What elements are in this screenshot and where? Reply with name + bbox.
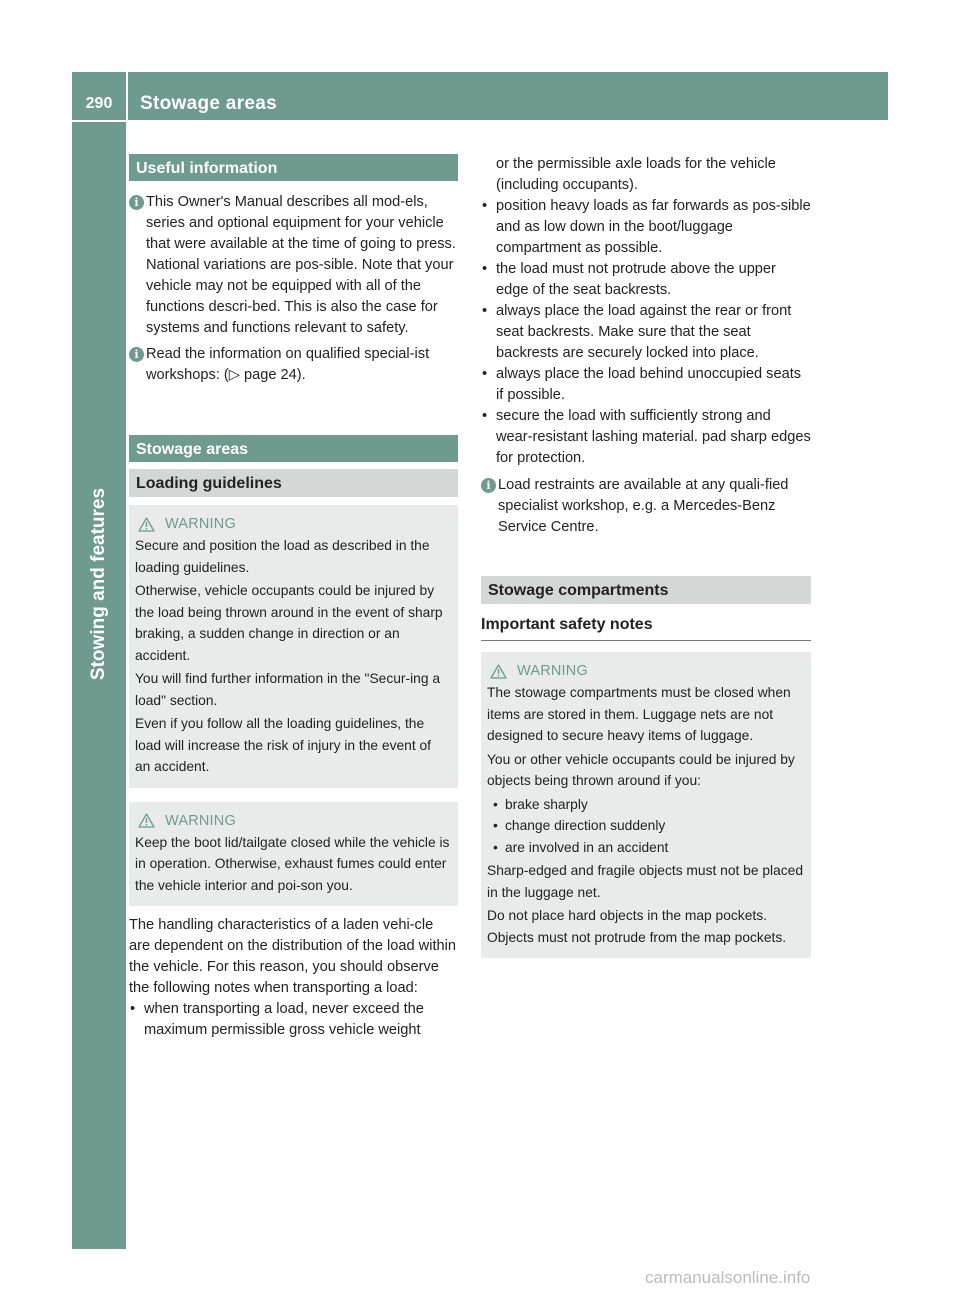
list-item [481,259,811,301]
list-item-text: always place the load against the rear or front seat backrests. Make sure that the seat backrests are securely locked into place. [496,303,792,361]
warning-paragraph: Sharp-edged and fragile objects must not be placed in the luggage net. [487,863,804,900]
warning-paragraph: Even if you follow all the loading guidelines, the load will increase the risk of injury in the event of an accident. [135,716,432,774]
list-item-text: always place the load behind unoccupied seats if possible. [496,366,802,403]
warning-triangle-icon [138,517,155,532]
info-icon: i [481,478,496,493]
list-item-text: position heavy loads as far forwards as pos-sible and as low down in the boot/luggage compartment as possible. [496,198,811,256]
info-note [129,192,458,339]
chapter-label: Stowing and features [88,487,109,681]
important-safety-notes-heading: Important safety notes [481,613,811,641]
page-title: Stowage areas [140,93,277,114]
warning-header [135,809,450,832]
list-item-text: when transporting a load, never exceed the maximum permissible gross vehicle weight [144,1001,424,1038]
warning-box [129,505,458,788]
list-item [129,999,458,1041]
warning-box [481,652,811,958]
bullet-icon: • [482,303,488,319]
list-item [481,196,811,259]
warning-list-item [487,837,803,859]
bullet-icon: • [493,796,498,812]
header-divider [126,72,128,120]
page-number: 290 [85,95,113,112]
warning-paragraph: The stowage compartments must be closed when items are stored in them. Luggage nets are not designed to secure heavy items of luggage. [487,685,791,743]
bullet-icon: • [493,818,498,833]
warning-paragraph: Secure and position the load as described in the loading guidelines. [135,538,430,575]
warning-label: WARNING [517,663,588,679]
info-icon: i [129,347,144,362]
warning-header [487,659,803,682]
list-item-text: brake sharply [505,796,588,812]
warning-list-item [487,815,803,837]
useful-info-heading: Useful information [129,154,458,181]
list-item-text: are involved in an accident [505,839,669,855]
bullet-icon: • [493,839,498,855]
watermark: carmanualsonline.info [645,1268,811,1287]
left-column [129,154,458,1041]
warning-paragraph: Otherwise, vehicle occupants could be injured by the load being thrown around in the event of sharp braking, a sudden change in direction or an accident. [135,583,443,663]
warning-box [129,802,458,907]
info-text: Load restraints are available at any quali-fied specialist workshop, e.g. a Mercedes-Benz Service Centre. [498,477,789,535]
list-item-text: secure the load with sufficiently strong and wear-resistant lashing material. pad sharp edges for protection. [496,408,811,466]
info-text: This Owner's Manual describes all mod-els, series and optional equipment for your vehicle that were available at the time of going to press. National variations are pos-sible. Note that your vehicle may not be equipped with all of the functions descri-bed. This is also the case for systems and functions relevant to safety. [146,194,456,336]
info-note [481,475,811,538]
warning-paragraph: You or other vehicle occupants could be injured by objects being thrown around if you: [487,751,795,788]
stowage-areas-heading: Stowage areas [129,435,458,462]
right-column [481,154,811,958]
warning-paragraph: Keep the boot lid/tailgate closed while the vehicle is in operation. Otherwise, exhaust fumes could enter the vehicle interior and poi-son you. [135,834,450,893]
loading-guidelines-heading: Loading guidelines [129,469,458,497]
warning-paragraph: You will find further information in the "Secur-ing a load" section. [135,671,441,708]
bullet-icon: • [482,198,488,214]
info-note [129,344,458,386]
list-item-continued: or the permissible axle loads for the vehicle (including occupants). [496,156,776,193]
bullet-icon: • [482,261,488,277]
bullet-icon: • [482,408,488,424]
list-item-text: the load must not protrude above the upper edge of the seat backrests. [496,261,776,298]
warning-label: WARNING [165,516,236,532]
bullet-icon: • [482,366,488,382]
info-icon: i [129,195,144,210]
page-header [72,72,888,120]
list-item [481,301,811,364]
warning-triangle-icon [490,664,507,679]
warning-label: WARNING [165,812,236,829]
list-item [481,364,811,406]
chapter-side-tab [72,122,126,1249]
warning-paragraph: Do not place hard objects in the map pockets. Objects must not protrude from the map pockets. [487,908,787,945]
list-item-text: change direction suddenly [505,818,666,833]
list-item [481,406,811,469]
stowage-compartments-heading: Stowage compartments [481,576,811,604]
body-text: The handling characteristics of a laden vehi-cle are dependent on the distribution of the load within the vehicle. For this reason, you should observe the following notes when transporting a load: [129,917,456,996]
warning-header [135,512,450,535]
warning-triangle-icon [138,813,155,828]
bullet-icon: • [130,1001,136,1017]
warning-list-item [487,794,803,816]
info-text: Read the information on qualified special-ist workshops: (▷ page 24). [146,346,430,383]
chapter-marker [72,797,126,849]
